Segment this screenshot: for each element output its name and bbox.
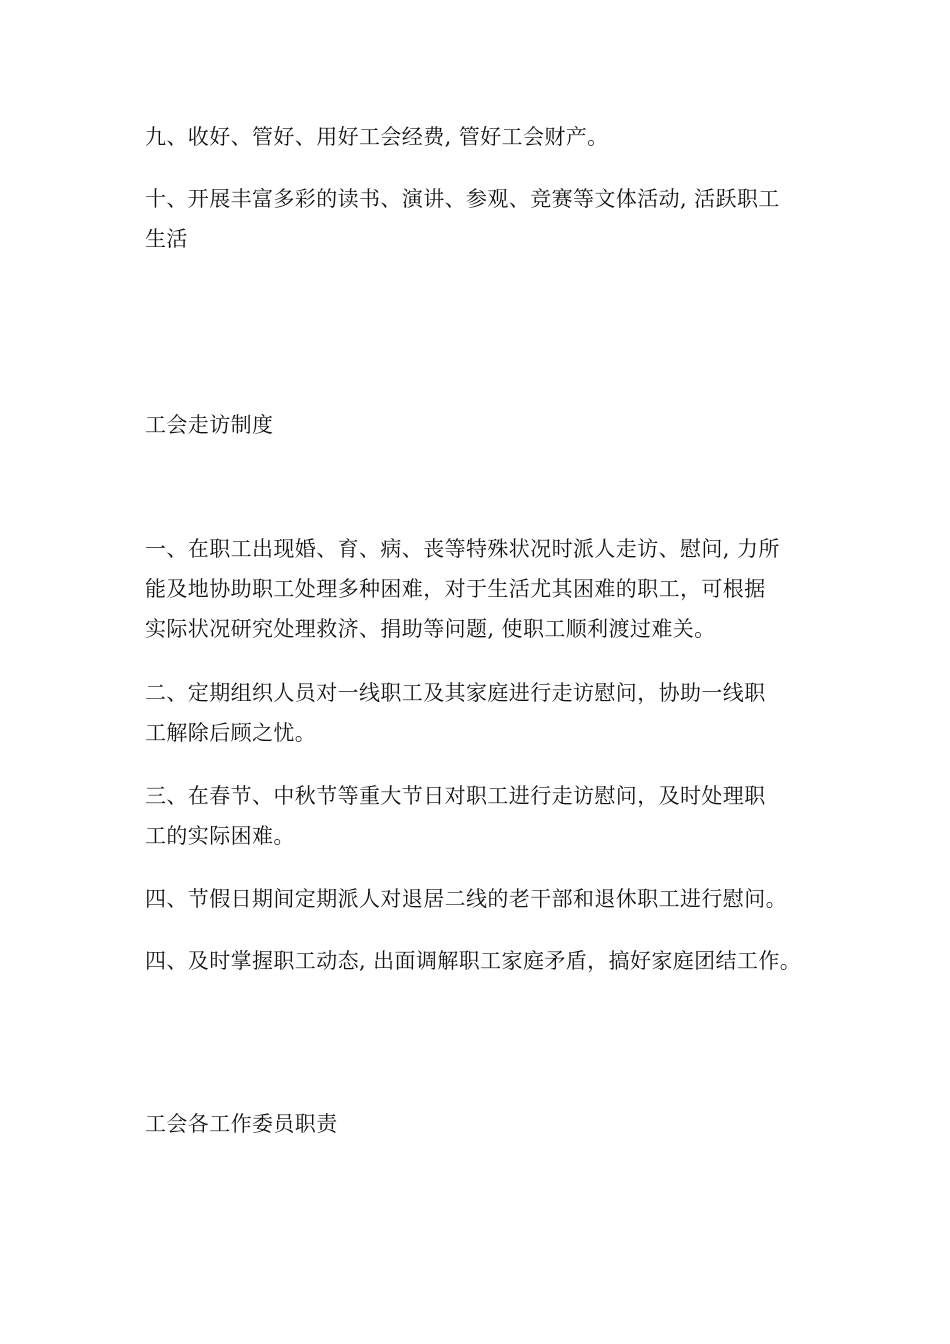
item-line: 工的实际困难。: [145, 824, 295, 848]
item-line: 能及地协助职工处理多种困难，对于生活尤其困难的职工，可根据: [145, 577, 766, 601]
item-line: 生活: [145, 227, 188, 251]
item-line: 二、定期组织人员对一线职工及其家庭进行走访慰问，协助一线职: [145, 681, 766, 705]
item-line: 四、及时掌握职工动态, 出面调解职工家庭矛盾，搞好家庭团结工作。: [145, 949, 802, 973]
visit-item-two: [145, 673, 835, 753]
visit-item-five: [145, 941, 835, 981]
section-title-committee-duties: 工会各工作委员职责: [145, 1112, 338, 1136]
item-line: 实际状况研究处理救济、捐助等问题, 使职工顺利渡过难关。: [145, 617, 716, 641]
visit-item-four: [145, 879, 835, 919]
visit-item-one: [145, 529, 835, 649]
item-line: 九、收好、管好、用好工会经费, 管好工会财产。: [145, 125, 609, 149]
section-title-visit-system: 工会走访制度: [145, 413, 274, 437]
item-ten: [145, 179, 835, 259]
item-line: 十、开展丰富多彩的读书、演讲、参观、竞赛等文体活动, 活跃职工: [145, 187, 780, 211]
visit-item-three: [145, 776, 835, 856]
item-nine: [145, 117, 835, 157]
item-line: 三、在春节、中秋节等重大节日对职工进行走访慰问，及时处理职: [145, 784, 766, 808]
item-line: 四、节假日期间定期派人对退居二线的老干部和退休职工进行慰问。: [145, 887, 787, 911]
item-line: 工解除后顾之忧。: [145, 721, 317, 745]
item-line: 一、在职工出现婚、育、病、丧等特殊状况时派人走访、慰问, 力所: [145, 537, 780, 561]
